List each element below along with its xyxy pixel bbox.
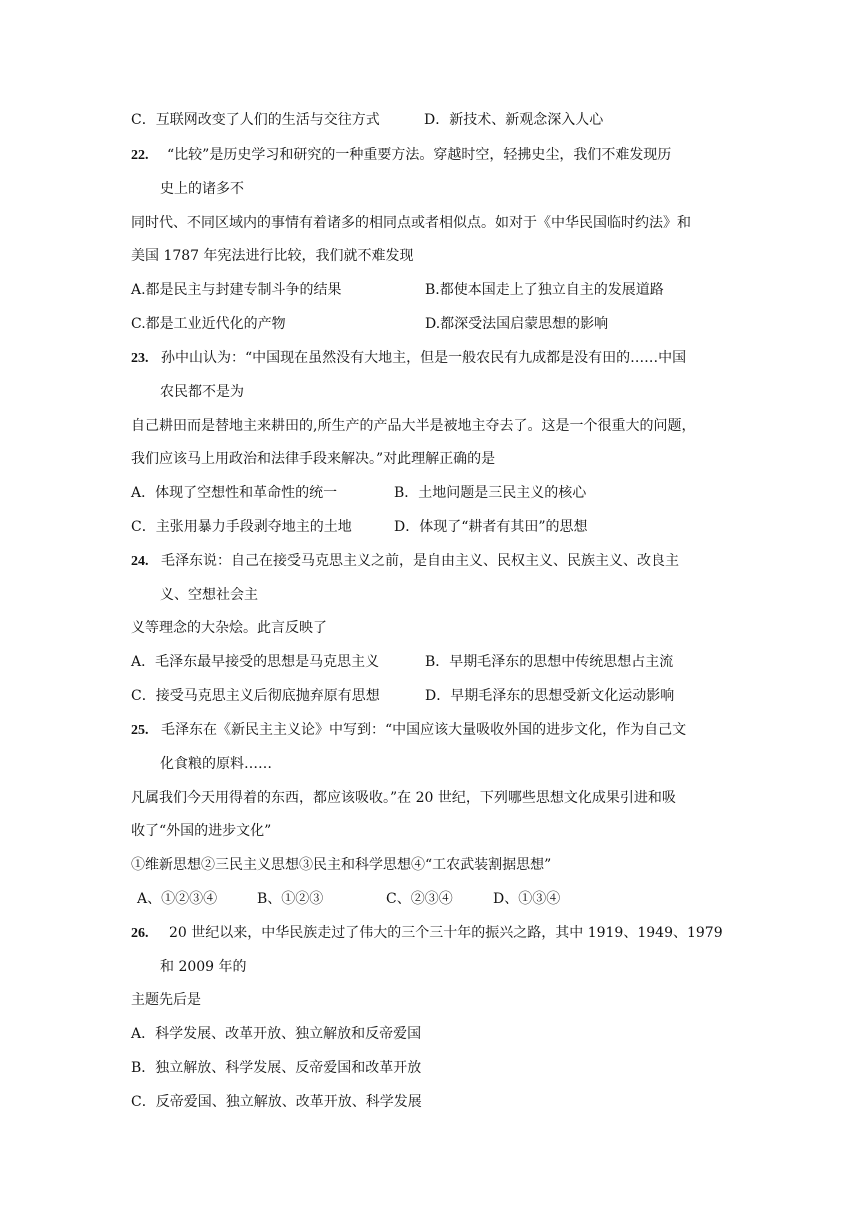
q25-stem-line-2: 化食粮的原料…… (160, 756, 272, 772)
q23-option-a: A．体现了空想性和革命性的统一 (131, 485, 338, 501)
q23-option-c: C．主张用暴力手段剥夺地主的土地 (131, 519, 352, 535)
q22-stem-line-4: 美国 1787 年宪法进行比较，我们就不难发现 (131, 248, 414, 264)
q24-option-a: A．毛泽东最早接受的思想是马克思主义 (131, 654, 380, 670)
q26-stem-line-3: 主题先后是 (131, 992, 201, 1008)
q25-stem-line-3: 凡属我们今天用得着的东西，都应该吸收。”在 20 世纪，下列哪些思想文化成果引进和吸 (131, 790, 676, 806)
q24-options-ab (131, 652, 674, 672)
q23-options-ab (131, 483, 587, 503)
q22-option-d: D.都深受法国启蒙思想的影响 (425, 316, 609, 332)
q22-options-ab (131, 280, 664, 300)
q24-stem-text-1: 毛泽东说：自己在接受马克思主义之前，是自由主义、民权主义、民族主义、改良主 (161, 553, 679, 569)
q23-options-cd (131, 517, 588, 537)
q25-option-d: D、①③④ (493, 891, 561, 907)
q26-option-c: C．反帝爱国、独立解放、改革开放、科学发展 (131, 1094, 422, 1110)
q23-stem-line-2: 农民都不是为 (160, 384, 244, 400)
q21-option-c: C．互联网改变了人们的生活与交往方式 (131, 112, 380, 128)
q23-stem-line-3: 自己耕田而是替地主来耕田的,所生产的产品大半是被地主夺去了。这是一个很重大的问题， (131, 418, 696, 434)
q23-option-d: D．体现了“耕者有其田”的思想 (394, 519, 588, 535)
q25-stem-line-1 (131, 720, 687, 741)
q22-option-b: B.都使本国走上了独立自主的发展道路 (425, 282, 664, 298)
q25-number: 25. (131, 723, 149, 738)
q22-stem-text-1: “比较”是历史学习和研究的一种重要方法。穿越时空，轻拂史尘，我们不难发现历 (167, 147, 672, 163)
q23-stem-line-1 (131, 348, 687, 369)
q26-stem-line-1 (131, 923, 723, 944)
q25-stem-line-4: 收了“外国的进步文化” (131, 823, 272, 839)
q26-number: 26. (131, 926, 149, 941)
q25-stem-text-1: 毛泽东在《新民主主义论》中写到：“中国应该大量吸收外国的进步文化，作为自己文 (161, 722, 687, 738)
q25-option-b: B、①②③ (257, 891, 324, 907)
q22-option-c: C.都是工业近代化的产物 (131, 316, 286, 332)
q24-stem-line-1 (131, 551, 679, 572)
q24-number: 24. (131, 554, 149, 569)
q23-number: 23. (131, 351, 149, 366)
q25-items: ①维新思想②三民主义思想③民主和科学思想④“工农武装割据思想” (131, 857, 552, 873)
q24-option-d: D．早期毛泽东的思想受新文化运动影响 (425, 688, 675, 704)
q23-option-b: B．土地问题是三民主义的核心 (394, 485, 587, 501)
q22-option-a: A.都是民主与封建专制斗争的结果 (131, 282, 342, 298)
q25-option-a: A、①②③④ (137, 891, 218, 907)
q24-option-b: B．早期毛泽东的思想中传统思想占主流 (425, 654, 674, 670)
q24-option-c: C．接受马克思主义后彻底抛弃原有思想 (131, 688, 380, 704)
q24-options-cd (131, 686, 675, 706)
q22-stem-line-2: 史上的诸多不 (160, 181, 244, 197)
q21-options-cd (131, 110, 604, 130)
q26-stem-line-2: 和 2009 年的 (160, 959, 247, 975)
q25-options (137, 889, 561, 909)
q25-option-c: C、②③④ (386, 891, 453, 907)
q24-stem-line-2: 义、空想社会主 (160, 587, 258, 603)
q22-stem-line-1 (131, 145, 672, 166)
q21-option-d: D．新技术、新观念深入人心 (424, 112, 604, 128)
q24-stem-line-3: 义等理念的大杂烩。此言反映了 (131, 620, 327, 636)
q22-stem-line-3: 同时代、不同区域内的事情有着诸多的相同点或者相似点。如对于《中华民国临时约法》和 (131, 215, 691, 231)
q23-stem-text-1: 孙中山认为：“中国现在虽然没有大地主，但是一般农民有九成都是没有田的……中国 (161, 350, 687, 366)
q22-options-cd (131, 314, 609, 334)
q22-number: 22. (131, 148, 149, 163)
q26-option-a: A．科学发展、改革开放、独立解放和反帝爱国 (131, 1026, 422, 1042)
q26-option-b: B．独立解放、科学发展、反帝爱国和改革开放 (131, 1060, 422, 1076)
q26-stem-text-1: 20 世纪以来，中华民族走过了伟大的三个三十年的振兴之路，其中 1919、1949、1979 (169, 925, 723, 941)
q23-stem-line-4: 我们应该马上用政治和法律手段来解决。”对此理解正确的是 (131, 451, 496, 467)
